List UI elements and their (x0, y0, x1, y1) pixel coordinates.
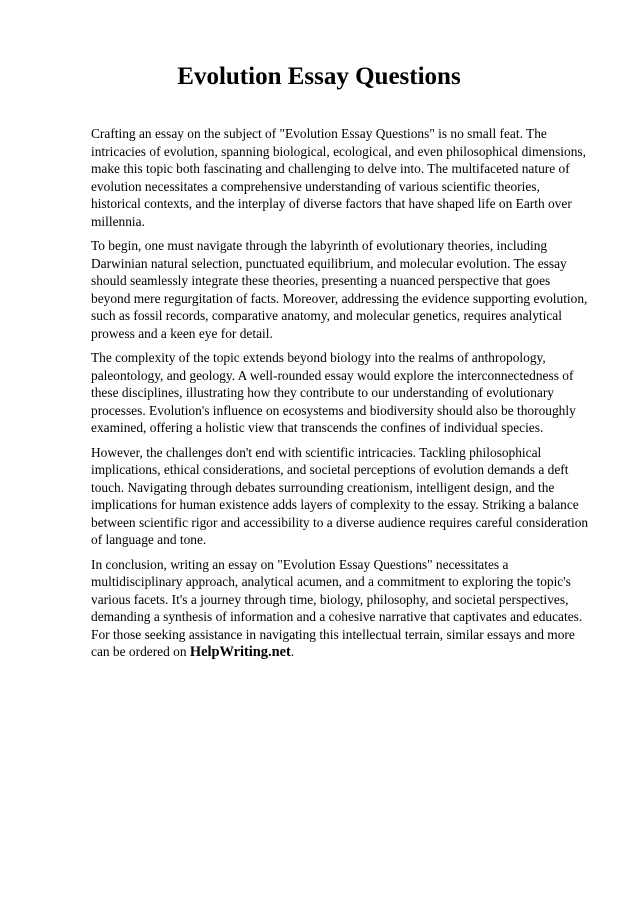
paragraph-3: The complexity of the topic extends beyond biology into the realms of anthropology, paleontology, and geology. A well-rounded essay would explore the interconnectedness of these disciplines, illustrating how they contribute to our understanding of evolutionary processes. Evolution's influence on ecosystems and biodiversity should also be thoroughly examined, offering a holistic view that transcends the confines of individual species. (91, 350, 576, 435)
document-title: Evolution Essay Questions (177, 63, 461, 90)
paragraph-5 (91, 556, 592, 662)
paragraph-5-text: In conclusion, writing an essay on "Evolution Essay Questions" necessitates a multidisciplinary approach, analytical acumen, and a commitment to exploring the topic's various facets. It's a journey through time, biology, philosophy, and societal perspectives, demanding a synthesis of information and a cohesive narrative that captivates and educates. For those seeking assistance in navigating this intellectual terrain, similar essays and more can be ordered on (91, 556, 583, 659)
paragraph-5-end: . (290, 644, 295, 659)
brand-link[interactable]: HelpWriting.net (189, 644, 291, 660)
paragraph-2: To begin, one must navigate through the labyrinth of evolutionary theories, including Darwinian natural selection, punctuated equilibrium, and molecular evolution. The essay should seamlessly integrate these theories, presenting a nuanced perspective that goes beyond mere regurgitation of facts. Moreover, addressing the evidence supporting evolution, such as fossil records, comparative anatomy, and molecular genetics, requires analytical prowess and a keen eye for detail. (91, 238, 588, 341)
paragraph-1: Crafting an essay on the subject of "Evolution Essay Questions" is no small feat. The intricacies of evolution, spanning biological, ecological, and even philosophical dimensions, make this topic both fascinating and challenging to delve into. The multifaceted nature of evolution necessitates a comprehensive understanding of various scientific theories, historical contexts, and the interplay of diverse factors that have shaped life on Earth over millennia. (91, 126, 586, 229)
paragraph-4: However, the challenges don't end with scientific intricacies. Tackling philosophical implications, ethical considerations, and societal perceptions of evolution demands a deft touch. Navigating through debates surrounding creationism, intelligent design, and the implications for human existence adds layers of complexity to the essay. Striking a balance between scientific rigor and accessibility to a diverse audience requires careful consideration of language and tone. (91, 444, 589, 547)
